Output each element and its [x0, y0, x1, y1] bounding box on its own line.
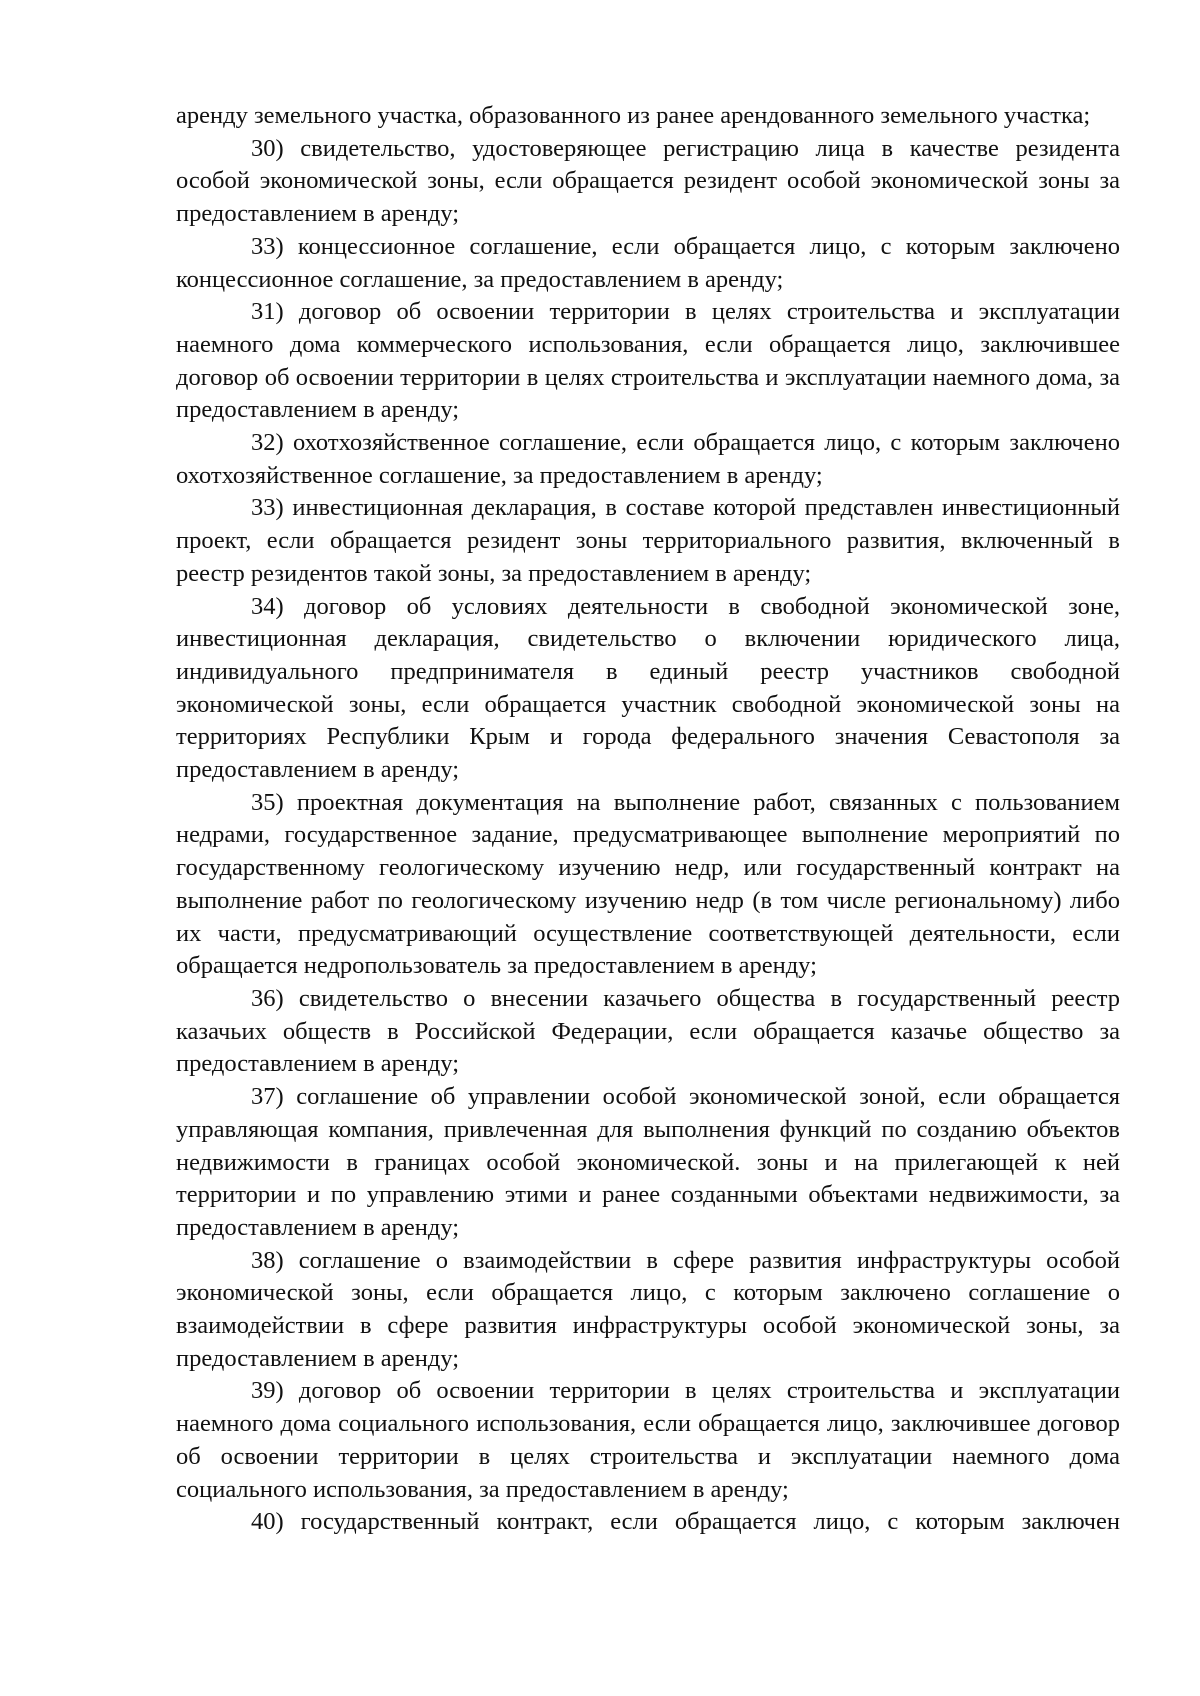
list-item-35: 35) проектная документация на выполнение работ, связанных с пользованием недрами, государственное задание, предусматривающее выполнение мероприятий по государственному геологическому изучению недр, или государственный контракт на выполнение работ по геологическому изучению недр (в том числе региональному) либо их части, предусматривающий осуществление соответствующей деятельности, если обращается недропользователь за предоставлением в аренду; [176, 788, 1120, 980]
list-item-30: 30) свидетельство, удостоверяющее регистрацию лица в качестве резидента особой экономической зоны, если обращается резидент особой экономической зоны за предоставлением в аренду; [176, 134, 1120, 228]
list-item-33-investment: 33) инвестиционная декларация, в составе которой представлен инвестиционный проект, если обращается резидент зоны территориального развития, включенный в реестр резидентов такой зоны, за предоставлением в аренду; [176, 494, 1120, 587]
list-item-40: 40) государственный контракт, если обращается лицо, с которым заключен [251, 1508, 1120, 1536]
list-item-36: 36) свидетельство о внесении казачьего общества в государственный реестр казачьих обществ в Российской Федерации, если обращается казачье общество за предоставлением в аренду; [176, 984, 1120, 1078]
list-item-31: 31) договор об освоении территории в целях строительства и эксплуатации наемного дома коммерческого использования, если обращается лицо, заключившее договор об освоении территории в целях строительства и эксплуатации наемного дома, за предоставлением в аренду; [176, 298, 1120, 424]
document-page [176, 100, 1120, 1539]
list-item-37: 37) соглашение об управлении особой экономической зоной, если обращается управляющая компания, привлеченная для выполнения функций по созданию объектов недвижимости в границах особой экономической. зоны и на прилегающей к ней территории и по управлению этими и ранее созданными объектами недвижимости, за предоставлением в аренду; [176, 1083, 1120, 1241]
list-item-34: 34) договор об условиях деятельности в свободной экономической зоне, инвестиционная декларация, свидетельство о включении юридического лица, индивидуального предпринимателя в единый реестр участников свободной экономической зоны, если обращается участник свободной экономической зоны на территориях Республики Крым и города федерального значения Севастополя за предоставлением в аренду; [176, 592, 1120, 784]
list-item-38: 38) соглашение о взаимодействии в сфере развития инфраструктуры особой экономической зоны, если обращается лицо, с которым заключено соглашение о взаимодействии в сфере развития инфраструктуры особой экономической зоны, за предоставлением в аренду; [176, 1246, 1120, 1372]
paragraph-continuation: аренду земельного участка, образованного из ранее арендованного земельного участка; [176, 102, 1091, 129]
list-item-39: 39) договор об освоении территории в целях строительства и эксплуатации наемного дома социального использования, если обращается лицо, заключившее договор об освоении территории в целях строительства и эксплуатации наемного дома социального использования, за предоставлением в аренду; [176, 1377, 1120, 1503]
list-item-32: 32) охотхозяйственное соглашение, если обращается лицо, с которым заключено охотхозяйственное соглашение, за предоставлением в аренду; [176, 429, 1120, 489]
list-item-33-concession: 33) концессионное соглашение, если обращается лицо, с которым заключено концессионное соглашение, за предоставлением в аренду; [176, 232, 1120, 293]
